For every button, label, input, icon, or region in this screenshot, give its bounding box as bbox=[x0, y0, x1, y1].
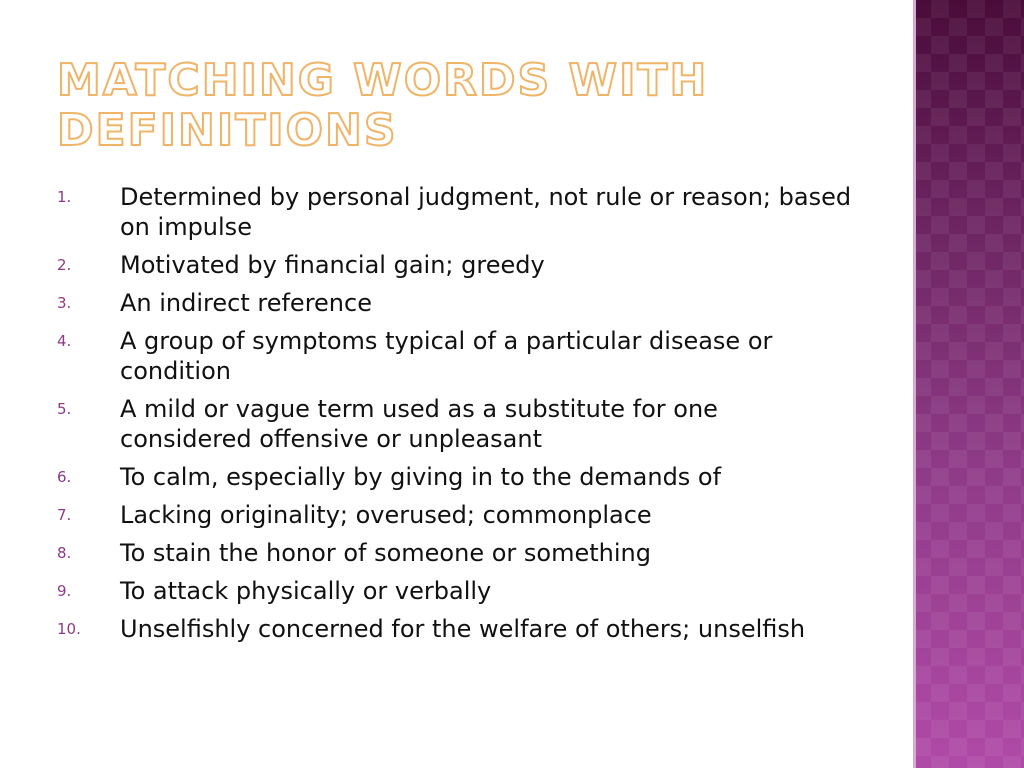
list-item bbox=[57, 462, 857, 492]
list-item-number: 4. bbox=[57, 332, 72, 350]
list-item-number: 3. bbox=[57, 294, 72, 312]
list-item-text: A mild or vague term used as a substitute for one considered offensive or unpleasant bbox=[120, 395, 718, 453]
list-item bbox=[57, 500, 857, 530]
list-item bbox=[57, 250, 857, 280]
list-item bbox=[57, 182, 857, 242]
list-item-text: Unselfishly concerned for the welfare of others; unselfish bbox=[120, 615, 806, 643]
list-item-text: Lacking originality; overused; commonplace bbox=[120, 501, 652, 529]
list-item-text: An indirect reference bbox=[120, 289, 372, 317]
list-item-text: To stain the honor of someone or something bbox=[120, 539, 651, 567]
slide-title: MATCHING WORDS WITH DEFINITIONS bbox=[57, 55, 709, 156]
list-item bbox=[57, 288, 857, 318]
list-item-text: Determined by personal judgment, not rule or reason; based on impulse bbox=[120, 183, 852, 241]
list-item-number: 6. bbox=[57, 468, 72, 486]
list-item-text: To attack physically or verbally bbox=[120, 577, 492, 605]
list-item-text: A group of symptoms typical of a particular disease or condition bbox=[120, 327, 773, 385]
decorative-side-panel bbox=[913, 0, 1024, 768]
panel-edge-divider bbox=[913, 0, 916, 768]
list-item-number: 7. bbox=[57, 506, 72, 524]
definitions-list bbox=[57, 182, 857, 652]
list-item bbox=[57, 394, 857, 454]
list-item-number: 2. bbox=[57, 256, 72, 274]
list-item bbox=[57, 326, 857, 386]
list-item-number: 10. bbox=[57, 620, 81, 638]
list-item-number: 1. bbox=[57, 188, 72, 206]
list-item-number: 9. bbox=[57, 582, 72, 600]
list-item bbox=[57, 614, 857, 644]
list-item-number: 8. bbox=[57, 544, 72, 562]
diamond-pattern bbox=[913, 0, 1024, 768]
list-item bbox=[57, 538, 857, 568]
list-item-text: To calm, especially by giving in to the demands of bbox=[120, 463, 722, 491]
list-item-text: Motivated by financial gain; greedy bbox=[120, 251, 545, 279]
list-item-number: 5. bbox=[57, 400, 72, 418]
list-item bbox=[57, 576, 857, 606]
